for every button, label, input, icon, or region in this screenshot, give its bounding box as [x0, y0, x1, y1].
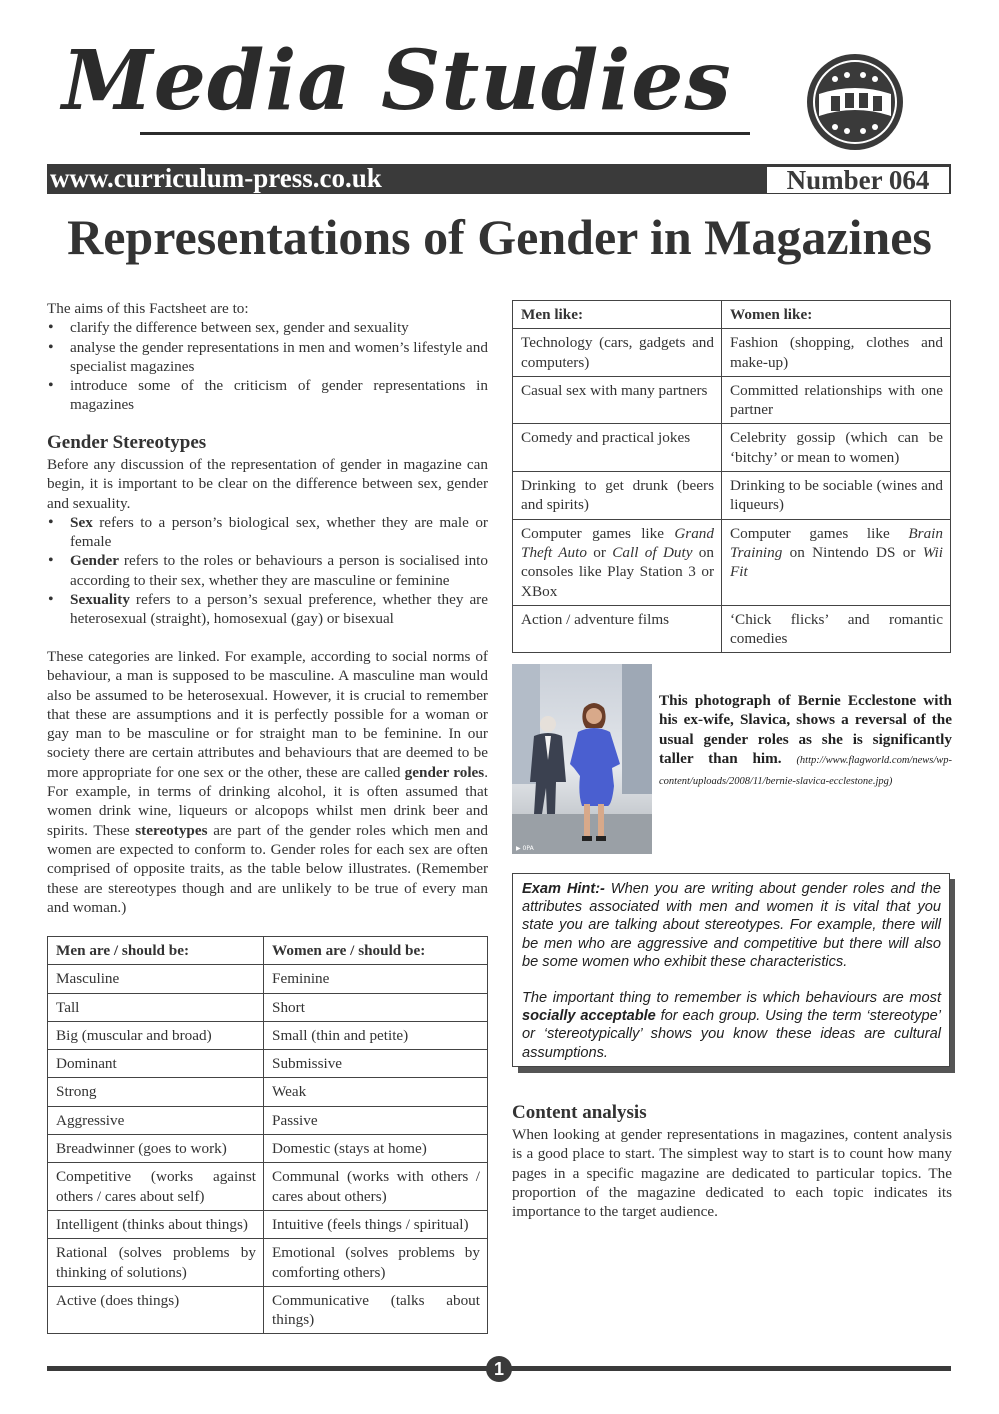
table-cell: Domestic (stays at home): [264, 1135, 488, 1163]
list-item: • clarify the difference between sex, gender and sexuality: [47, 318, 488, 337]
table-row: [48, 1286, 488, 1334]
table-cell: [513, 424, 722, 472]
table-cell: [722, 329, 951, 377]
paragraph-text: are part of the gender roles which men and women are expected to conform to. Gender roles for each sex are often comprised of opposite traits, as the table below illustrates. (Remember these are stereotypes though and are unlikely to be true of every man and woman.): [47, 821, 488, 916]
table-row: [513, 472, 951, 520]
table-cell: Small (thin and petite): [264, 1021, 488, 1049]
table-row: [48, 1078, 488, 1106]
traits-table-body: [48, 937, 488, 1334]
table-cell: Communicative (talks about things): [264, 1286, 488, 1334]
table-cell: Intuitive (feels things / spiritual): [264, 1210, 488, 1238]
traits-table: [47, 936, 488, 1334]
list-item: • analyse the gender representations in men and women’s lifestyle and specialist magazines: [47, 338, 488, 377]
table-row: [48, 993, 488, 1021]
table-cell: Strong: [48, 1078, 264, 1106]
table-cell: [722, 472, 951, 520]
column-header: Women like:: [722, 301, 951, 329]
cell-text: Action / adventure films: [521, 610, 670, 628]
aims-intro: The aims of this Factsheet are to:: [47, 300, 249, 317]
exam-hint-paragraph: [522, 989, 941, 1062]
table-cell: Masculine: [48, 965, 264, 993]
definition: refers to the roles or behaviours a person is socialised into according to their sex, whether they are masculine or feminine: [70, 552, 488, 589]
table-cell: [722, 605, 951, 653]
cell-text: ‘Chick flicks’ and romantic comedies: [730, 610, 943, 648]
table-cell: Communal (works with others / cares about others): [264, 1163, 488, 1211]
page-title: Representations of Gender in Magazines: [67, 209, 932, 265]
table-row: [513, 329, 951, 377]
column-header: Women are / should be:: [264, 937, 488, 965]
cell-text: Technology (cars, gadgets and computers): [521, 334, 714, 371]
cell-text: Comedy and practical jokes: [521, 429, 691, 447]
section-heading-gender-stereotypes: Gender Stereotypes: [47, 432, 207, 453]
table-row: [48, 1163, 488, 1211]
stereotypes-intro: Before any discussion of the representation of gender in magazine can begin, it is important to be clear on the difference between sex, gender and sexuality.: [47, 456, 488, 512]
photo-watermark: ▶ 0PA: [516, 845, 534, 852]
table-cell: Weak: [264, 1078, 488, 1106]
page-number: 1: [486, 1356, 512, 1382]
exam-hint-label: Exam Hint:-: [522, 881, 605, 897]
masthead-underline: [140, 132, 750, 135]
table-cell: Dominant: [48, 1050, 264, 1078]
table-cell: Passive: [264, 1106, 488, 1134]
cell-text: Computer games like: [521, 524, 675, 542]
cell-text: on Nintendo DS or: [782, 543, 923, 561]
definitions-list: [47, 513, 488, 629]
cell-text: or: [586, 543, 613, 561]
table-cell: Tall: [48, 993, 264, 1021]
term: Gender: [70, 552, 119, 570]
table-cell: [513, 519, 722, 605]
table-row: [513, 424, 951, 472]
masthead-title: Media Studies: [62, 33, 732, 129]
term-stereotypes: stereotypes: [135, 821, 208, 839]
game-title: Call of Duty: [612, 543, 693, 561]
likes-table: [512, 300, 951, 653]
table-header-row: [513, 301, 951, 329]
table-cell: Intelligent (thinks about things): [48, 1210, 264, 1238]
table-cell: [722, 424, 951, 472]
list-item: [47, 513, 488, 552]
table-cell: Feminine: [264, 965, 488, 993]
stereotypes-section: [47, 455, 488, 629]
celebrity-photo: [512, 664, 652, 854]
hint-text: The important thing to remember is which behaviours are most: [522, 990, 941, 1007]
term-gender-roles: gender roles: [404, 763, 485, 781]
list-item: • introduce some of the criticism of gender representations in magazines: [47, 376, 488, 415]
table-cell: Rational (solves problems by thinking of solutions): [48, 1239, 264, 1287]
likes-table-body: [513, 301, 951, 653]
content-analysis-paragraph: When looking at gender representations in magazines, content analysis is a good place to start. The simplest way to start is to count how many pages in a specific magazine are dedicated to particular topics. The proportion of the magazine dedicated to each topic indicates its importance to the target audience.: [512, 1126, 952, 1221]
hint-bold-term: socially acceptable: [522, 1008, 656, 1025]
cell-text: Celebrity gossip (which can be ‘bitchy’ or mean to women): [730, 429, 943, 466]
exam-hint-box: [512, 873, 950, 1067]
table-row: [48, 1106, 488, 1134]
cell-text: Casual sex with many partners: [521, 381, 708, 399]
caption-text: This photograph of Bernie Ecclestone with his ex-wife, Slavica, shows a reversal of the usual gender roles as she is significantly taller than him.: [659, 692, 952, 767]
section-heading-content-analysis: Content analysis: [512, 1102, 647, 1123]
table-cell: [722, 519, 951, 605]
table-cell: Aggressive: [48, 1106, 264, 1134]
definition: refers to a person’s biological sex, whether they are male or female: [70, 513, 488, 551]
table-cell: Competitive (works against others / cares about self): [48, 1163, 264, 1211]
table-row: [48, 1021, 488, 1049]
cell-text: Fashion (shopping, clothes and make-up): [730, 334, 943, 371]
table-cell: [722, 376, 951, 424]
table-row: [48, 1135, 488, 1163]
site-url[interactable]: www.curriculum-press.co.uk: [50, 163, 382, 193]
list-item: [47, 590, 488, 629]
table-cell: [513, 376, 722, 424]
cell-text: Committed relationships with one partner: [730, 381, 943, 419]
hint-text: When you are writing about gender roles and the attributes associated with men and women it is vital that you state you are talking about stereotypes. For example, there will be men who are aggressive and competitive but there will also be some women who exhibit these characteristics.: [522, 881, 941, 970]
table-cell: Active (does things): [48, 1286, 264, 1334]
table-cell: Breadwinner (goes to work): [48, 1135, 264, 1163]
table-row: [513, 376, 951, 424]
table-row: [48, 1050, 488, 1078]
aims-section: [47, 299, 488, 415]
cell-text: on consoles like Play Station 3 or XBox: [521, 543, 714, 600]
cell-text: Computer games like: [730, 524, 909, 542]
stereotypes-paragraph: [47, 647, 488, 917]
table-row: [48, 1210, 488, 1238]
table-cell: [513, 329, 722, 377]
list-item: [47, 551, 488, 590]
paragraph-text: These categories are linked. For example, according to social norms of behaviour, a man is supposed to be masculine. A masculine man would also be assumed to be heterosexual. However, it is crucial to remember that these are assumptions and it is perfectly possible for a woman or gay man to be masculine or for straight man to be feminine. In our society there are certain attributes and behaviours that are deemed to be more appropriate for one sex or the other, these are called: [47, 648, 488, 781]
column-header: Men are / should be:: [48, 937, 264, 965]
paragraph-text: . For example, in terms of drinking alcohol, it is often assumed that women drink wine, liqueurs or alcopops whilst men drink beer and spirits. These: [47, 763, 489, 839]
column-header: Men like:: [513, 301, 722, 329]
issue-number: Number 064: [786, 165, 930, 195]
aims-list: [47, 318, 488, 414]
photo-caption: [659, 691, 952, 791]
hint-text: for each group. Using the term ‘stereotype’ or ‘stereotypically’ shows you know these ideas are cultural assumptions.: [522, 1008, 941, 1061]
table-row: [48, 965, 488, 993]
caption-source: (http://www.flagworld.com/news/wp-content/uploads/2008/11/bernie-slavica-ecclestone.jpg): [659, 754, 952, 788]
table-cell: Big (muscular and broad): [48, 1021, 264, 1049]
exam-hint-paragraph: [522, 880, 941, 971]
table-row: [513, 519, 951, 605]
definition: refers to a person’s sexual preference, whether they are heterosexual (straight), homosexual (gay) or bisexual: [70, 591, 488, 628]
table-row: [48, 1239, 488, 1287]
table-cell: [513, 605, 722, 653]
table-cell: Emotional (solves problems by comforting others): [264, 1239, 488, 1287]
table-cell: Submissive: [264, 1050, 488, 1078]
cell-text: Drinking to get drunk (beers and spirits): [521, 477, 714, 514]
table-row: [513, 605, 951, 653]
game-title: Wii Fit: [730, 543, 943, 581]
cell-text: Drinking to be sociable (wines and liqueurs): [730, 477, 943, 514]
term: Sex: [70, 513, 93, 531]
table-header-row: [48, 937, 488, 965]
game-title: Grand Theft Auto: [521, 524, 714, 561]
film-reel-icon: [805, 52, 905, 152]
term: Sexuality: [70, 591, 130, 609]
table-cell: [513, 472, 722, 520]
game-title: Brain Training: [730, 524, 943, 561]
table-cell: Short: [264, 993, 488, 1021]
